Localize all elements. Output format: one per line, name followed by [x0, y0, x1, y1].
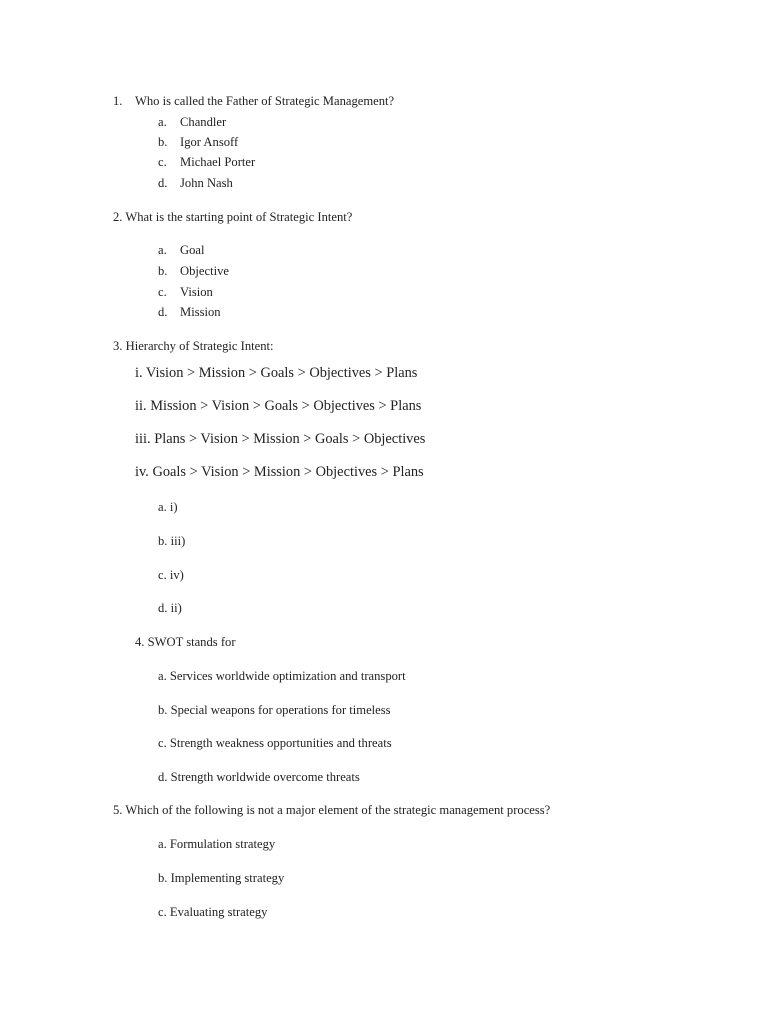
option-text: Objective	[180, 264, 229, 278]
question-1	[113, 95, 394, 108]
option-item	[158, 286, 213, 299]
question-number: 1.	[113, 94, 123, 108]
option-item	[158, 244, 204, 257]
option-item	[158, 116, 226, 129]
option-item: b. Special weapons for operations for timeless	[158, 703, 391, 717]
hierarchy-statement: iii. Plans > Vision > Mission > Goals > Objectives	[135, 431, 426, 447]
option-item: d. ii)	[158, 601, 182, 615]
option-text: Michael Porter	[180, 155, 256, 169]
hierarchy-statement: iv. Goals > Vision > Mission > Objectives > Plans	[135, 464, 424, 480]
hierarchy-statement: ii. Mission > Vision > Goals > Objectives > Plans	[135, 398, 422, 414]
question-2: 2. What is the starting point of Strategic Intent?	[113, 210, 353, 224]
option-item: a. Formulation strategy	[158, 837, 276, 851]
option-item	[158, 156, 255, 169]
option-letter: b.	[158, 264, 168, 278]
option-item	[158, 136, 238, 149]
option-item: c. iv)	[158, 568, 184, 582]
option-text: Goal	[180, 243, 205, 257]
option-letter: c.	[158, 155, 167, 169]
option-letter: d.	[158, 176, 168, 190]
question-text: Who is called the Father of Strategic Management?	[135, 94, 395, 108]
option-text: John Nash	[180, 176, 233, 190]
question-3: 3. Hierarchy of Strategic Intent:	[113, 339, 274, 353]
option-item: c. Evaluating strategy	[158, 905, 268, 919]
hierarchy-statement: i. Vision > Mission > Goals > Objectives > Plans	[135, 365, 418, 381]
option-text: Mission	[180, 305, 221, 319]
option-item	[158, 265, 229, 278]
option-item: b. Implementing strategy	[158, 871, 285, 885]
option-item	[158, 177, 233, 190]
question-4: 4. SWOT stands for	[135, 635, 236, 649]
option-text: Igor Ansoff	[180, 135, 239, 149]
option-item: d. Strength worldwide overcome threats	[158, 770, 360, 784]
question-5: 5. Which of the following is not a major element of the strategic management process?	[113, 803, 551, 817]
option-letter: a.	[158, 243, 167, 257]
option-letter: b.	[158, 135, 168, 149]
option-text: Vision	[180, 285, 213, 299]
option-letter: d.	[158, 305, 168, 319]
option-item: a. Services worldwide optimization and transport	[158, 669, 406, 683]
option-item: a. i)	[158, 500, 178, 514]
option-text: Chandler	[180, 115, 227, 129]
option-letter: c.	[158, 285, 167, 299]
option-item: b. iii)	[158, 534, 186, 548]
option-item	[158, 306, 221, 319]
option-letter: a.	[158, 115, 167, 129]
option-item: c. Strength weakness opportunities and threats	[158, 736, 392, 750]
